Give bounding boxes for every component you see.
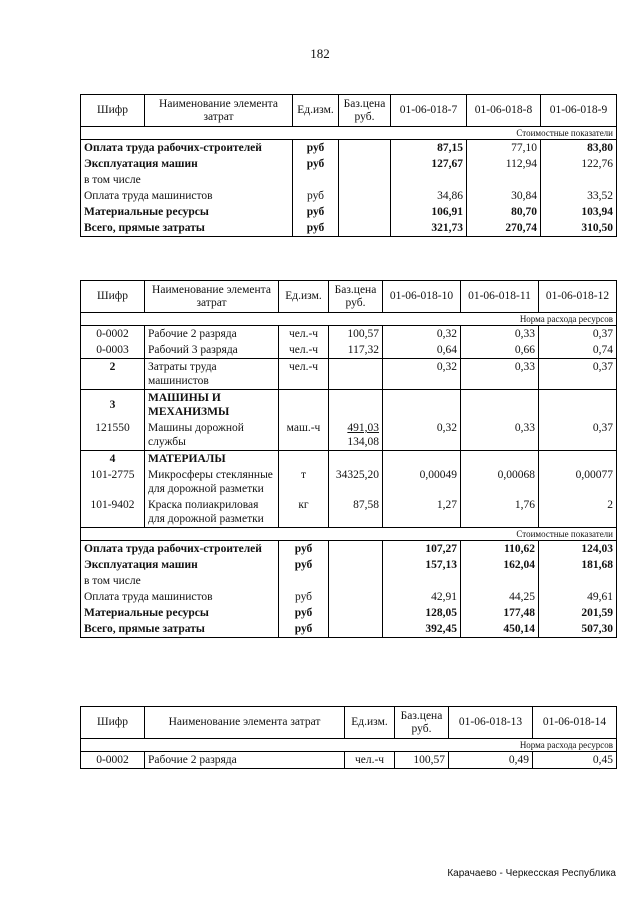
header-name: Наименование элемента затрат <box>145 707 345 739</box>
header-name: Наименование элемента затрат <box>145 281 279 313</box>
resource-value: 2 <box>539 497 617 528</box>
section-code: 3 <box>81 390 145 421</box>
resource-code: 101-9402 <box>81 497 145 528</box>
row-value: 107,27 <box>383 541 461 558</box>
row-value: 128,05 <box>383 605 461 621</box>
row-value: 157,13 <box>383 557 461 573</box>
row-name: Эксплуатация машин <box>81 557 279 573</box>
section-code: 4 <box>81 451 145 468</box>
resource-price <box>329 359 383 390</box>
resource-price: 117,32 <box>329 342 383 359</box>
subheader-cost: Стоимостные показатели <box>81 528 617 541</box>
resource-price: 491,03 <box>347 422 379 434</box>
resource-value: 0,32 <box>383 326 461 343</box>
row-unit: руб <box>293 204 339 220</box>
resource-value: 0,66 <box>461 342 539 359</box>
header-code-col: 01-06-018-10 <box>383 281 461 313</box>
header-code-col: 01-06-018-13 <box>449 707 533 739</box>
resource-value: 0,64 <box>383 342 461 359</box>
row-value: 106,91 <box>391 204 467 220</box>
row-value: 34,86 <box>391 188 467 204</box>
row-unit: руб <box>279 557 329 573</box>
row-value: 124,03 <box>539 541 617 558</box>
resource-code: 0-0002 <box>81 326 145 343</box>
resource-name: Краска полиакриловая для дорожной разметки <box>145 497 279 528</box>
subheader-cost: Стоимостные показатели <box>81 127 617 140</box>
row-name: Эксплуатация машин <box>81 156 293 172</box>
row-unit: руб <box>279 589 329 605</box>
resource-value: 0,37 <box>539 326 617 343</box>
resource-value: 0,74 <box>539 342 617 359</box>
row-value: 110,62 <box>461 541 539 558</box>
resource-name: Рабочие 2 разряда <box>145 752 345 769</box>
resource-code: 121550 <box>81 420 145 451</box>
row-value: 507,30 <box>539 621 617 638</box>
row-value: 77,10 <box>467 140 541 157</box>
row-value: 392,45 <box>383 621 461 638</box>
row-value: 201,59 <box>539 605 617 621</box>
row-value: 112,94 <box>467 156 541 172</box>
row-name: Материальные ресурсы <box>81 204 293 220</box>
resource-price-secondary: 134,08 <box>347 436 379 448</box>
footer-region: Карачаево - Черкесская Республика <box>447 868 616 879</box>
row-unit: руб <box>279 541 329 558</box>
row-value: 450,14 <box>461 621 539 638</box>
row-value: 83,80 <box>541 140 617 157</box>
row-unit: руб <box>293 220 339 237</box>
resource-name: Затраты труда машинистов <box>145 359 279 390</box>
resource-value: 0,33 <box>461 359 539 390</box>
row-unit: руб <box>293 188 339 204</box>
header-code-col: 01-06-018-14 <box>533 707 617 739</box>
row-value: 103,94 <box>541 204 617 220</box>
row-name: Оплата труда машинистов <box>81 188 293 204</box>
row-value: 33,52 <box>541 188 617 204</box>
resource-value: 0,32 <box>383 359 461 390</box>
resource-price: 87,58 <box>329 497 383 528</box>
row-unit: руб <box>279 605 329 621</box>
resource-name: Машины дорожной службы <box>145 420 279 451</box>
row-value: 30,84 <box>467 188 541 204</box>
header-price: Баз.цена руб. <box>395 707 449 739</box>
row-value: 127,67 <box>391 156 467 172</box>
resource-value: 0,37 <box>539 420 617 451</box>
resource-name: Рабочие 2 разряда <box>145 326 279 343</box>
row-unit: руб <box>293 140 339 157</box>
row-name: в том числе <box>81 172 293 188</box>
row-name: Оплата труда рабочих-строителей <box>81 541 279 558</box>
row-name: в том числе <box>81 573 279 589</box>
row-unit: руб <box>293 156 339 172</box>
header-code-col: 01-06-018-9 <box>541 95 617 127</box>
header-price: Баз.цена руб. <box>339 95 391 127</box>
resource-value: 0,45 <box>533 752 617 769</box>
resource-value: 1,76 <box>461 497 539 528</box>
row-name: Всего, прямые затраты <box>81 220 293 237</box>
row-value: 270,74 <box>467 220 541 237</box>
resource-name: Рабочий 3 разряда <box>145 342 279 359</box>
header-code: Шифр <box>81 707 145 739</box>
row-name: Всего, прямые затраты <box>81 621 279 638</box>
header-code: Шифр <box>81 95 145 127</box>
row-value: 162,04 <box>461 557 539 573</box>
subheader-norm: Норма расхода ресурсов <box>81 739 617 752</box>
resource-unit: маш.-ч <box>279 420 329 451</box>
row-value: 80,70 <box>467 204 541 220</box>
row-name: Материальные ресурсы <box>81 605 279 621</box>
resource-value: 0,33 <box>461 326 539 343</box>
resource-value: 0,00049 <box>383 467 461 497</box>
row-value: 177,48 <box>461 605 539 621</box>
resource-value: 1,27 <box>383 497 461 528</box>
row-name: Оплата труда машинистов <box>81 589 279 605</box>
resource-table-2 <box>80 280 617 638</box>
row-value: 87,15 <box>391 140 467 157</box>
row-value: 49,61 <box>539 589 617 605</box>
header-price: Баз.цена руб. <box>329 281 383 313</box>
header-unit: Ед.изм. <box>293 95 339 127</box>
resource-unit: чел.-ч <box>345 752 395 769</box>
resource-value: 0,00077 <box>539 467 617 497</box>
header-code: Шифр <box>81 281 145 313</box>
header-code-col: 01-06-018-7 <box>391 95 467 127</box>
cost-table-1 <box>80 94 617 237</box>
header-code-col: 01-06-018-12 <box>539 281 617 313</box>
row-name: Оплата труда рабочих-строителей <box>81 140 293 157</box>
section-title: МАШИНЫ И МЕХАНИЗМЫ <box>145 390 279 421</box>
resource-unit: чел.-ч <box>279 359 329 390</box>
row-value: 42,91 <box>383 589 461 605</box>
resource-unit: чел.-ч <box>279 342 329 359</box>
row-value: 44,25 <box>461 589 539 605</box>
header-unit: Ед.изм. <box>279 281 329 313</box>
header-unit: Ед.изм. <box>345 707 395 739</box>
resource-price: 100,57 <box>395 752 449 769</box>
resource-value: 0,37 <box>539 359 617 390</box>
row-value: 122,76 <box>541 156 617 172</box>
header-code-col: 01-06-018-11 <box>461 281 539 313</box>
resource-name: Микросферы стеклянные для дорожной разметки <box>145 467 279 497</box>
resource-unit: кг <box>279 497 329 528</box>
row-value: 321,73 <box>391 220 467 237</box>
row-unit: руб <box>279 621 329 638</box>
resource-code: 101-2775 <box>81 467 145 497</box>
header-code-col: 01-06-018-8 <box>467 95 541 127</box>
resource-value: 0,32 <box>383 420 461 451</box>
resource-unit: чел.-ч <box>279 326 329 343</box>
row-value: 181,68 <box>539 557 617 573</box>
resource-value: 0,49 <box>449 752 533 769</box>
resource-unit: т <box>279 467 329 497</box>
page-number: 182 <box>310 46 330 61</box>
resource-table-3 <box>80 706 617 769</box>
resource-code: 2 <box>81 359 145 390</box>
header-name: Наименование элемента затрат <box>145 95 293 127</box>
section-title: МАТЕРИАЛЫ <box>145 451 279 468</box>
row-value: 310,50 <box>541 220 617 237</box>
resource-code: 0-0003 <box>81 342 145 359</box>
resource-value: 0,33 <box>461 420 539 451</box>
resource-value: 0,00068 <box>461 467 539 497</box>
resource-price: 100,57 <box>329 326 383 343</box>
subheader-norm: Норма расхода ресурсов <box>81 313 617 326</box>
resource-price: 34325,20 <box>329 467 383 497</box>
resource-code: 0-0002 <box>81 752 145 769</box>
